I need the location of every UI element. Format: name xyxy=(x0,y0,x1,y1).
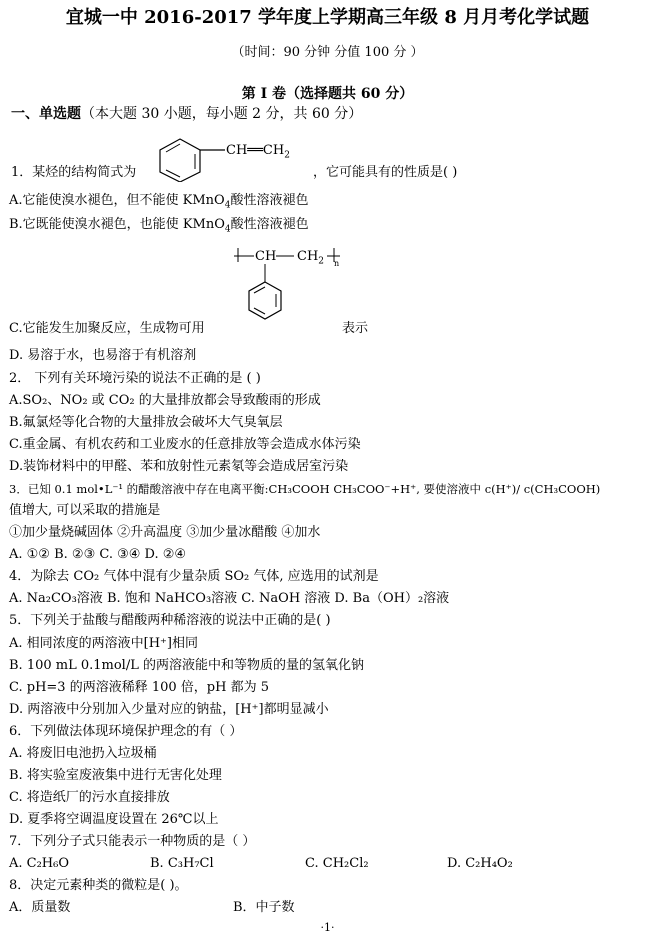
q3-choices: A. ①② B. ②③ C. ③④ D. ②④ xyxy=(9,547,187,562)
q1-option-b: B.它既能使溴水褪色，也能使 KMnO$_4$酸性溶液褪色 xyxy=(9,217,309,235)
volume-heading: 第 I 卷（选择题共 60 分） xyxy=(241,86,414,102)
exam-title: 宜城一中 2016-2017 学年度上学期高三年级 8 月月考化学试题 xyxy=(65,7,590,28)
q6-option-a: A. 将废旧电池扔入垃圾桶 xyxy=(9,746,157,761)
section-description: （本大题 30 小题，每小题 2 分，共 60 分） xyxy=(81,106,363,122)
q8-option-a: A．质量数 xyxy=(9,900,71,915)
q7-option-a: A. C₂H₆O xyxy=(9,856,70,871)
q7-option-c: C. CH₂Cl₂ xyxy=(305,856,369,871)
styrene-formula: $CH══CH_2$ xyxy=(226,143,290,161)
q2-option-b: B.氟氯烃等化合物的大量排放会破坏大气臭氧层 xyxy=(9,415,283,430)
q2-option-d: D.装饰材料中的甲醛、苯和放射性元素氡等会造成居室污染 xyxy=(9,459,349,474)
q2-option-a: A.SO₂、NO₂ 或 CO₂ 的大量排放都会导致酸雨的形成 xyxy=(9,393,321,408)
q3-stem: 3．已知 0.1 mol•L⁻¹ 的醋酸溶液中存在电离平衡:CH₃COOH CH₃COO⁻+H⁺, 要使溶液中 c(H⁺)/ c(CH₃COOH) xyxy=(9,482,601,496)
q6-option-b: B. 将实验室废液集中进行无害化处理 xyxy=(9,768,222,783)
q8-stem: 8．决定元素种类的微粒是( )。 xyxy=(9,878,188,893)
q7-option-b: B. C₃H₇Cl xyxy=(150,856,214,871)
q2-option-c: C.重金属、有机农药和工业废水的任意排放等会造成水体污染 xyxy=(9,437,361,452)
q5-stem: 5．下列关于盐酸与醋酸两种稀溶液的说法中正确的是( ) xyxy=(9,613,331,628)
polymer-n: n xyxy=(334,259,340,268)
q5-option-c: C. pH=3 的两溶液稀释 100 倍，pH 都为 5 xyxy=(9,680,269,695)
q6-stem: 6．下列做法体现环境保护理念的有（ ） xyxy=(9,724,243,739)
q5-option-b: B. 100 mL 0.1mol/L 的两溶液能中和等物质的量的氢氧化钠 xyxy=(9,658,364,673)
q7-stem: 7．下列分子式只能表示一种物质的是（ ） xyxy=(9,834,256,849)
q6-option-d: D. 夏季将空调温度设置在 26℃以上 xyxy=(9,812,219,827)
polymer-ch2: $CH_2$ xyxy=(297,249,325,267)
q8-option-b: B．中子数 xyxy=(233,900,295,915)
q1-option-d: D. 易溶于水，也易溶于有机溶剂 xyxy=(9,348,197,363)
q4-choices: A. Na₂CO₃溶液 B. 饱和 NaHCO₃溶液 C. NaOH 溶液 D. Ba（OH）₂溶液 xyxy=(9,591,450,606)
section-heading xyxy=(11,106,362,122)
q7-option-d: D. C₂H₄O₂ xyxy=(447,856,513,871)
polystyrene-structure xyxy=(232,240,352,332)
page-number: ·1· xyxy=(320,921,335,934)
q1-option-a: A.它能使溴水褪色，但不能使 KMnO$_4$酸性溶液褪色 xyxy=(9,193,309,211)
q5-option-d: D. 两溶液中分别加入少量对应的钠盐，[H⁺]都明显减小 xyxy=(9,702,329,717)
q3-stem-2: 值增大, 可以采取的措施是 xyxy=(9,503,161,518)
section-title: 一、单选题 xyxy=(11,106,81,122)
q1-stem-start: 1．某烃的结构简式为 xyxy=(11,165,137,180)
q1-option-c-tail: 表示 xyxy=(342,321,369,336)
q6-option-c: C. 将造纸厂的污水直接排放 xyxy=(9,790,170,805)
q1-option-c: C.它能发生加聚反应，生成物可用 xyxy=(9,321,205,336)
polymer-ch: CH xyxy=(255,249,277,264)
exam-subtitle: （时间：90 分钟 分值 100 分 ） xyxy=(231,45,424,60)
q1-stem-end: ，它可能具有的性质是( ) xyxy=(313,165,458,180)
q5-option-a: A. 相同浓度的两溶液中[H⁺]相同 xyxy=(9,636,198,651)
q2-stem: 2． 下列有关环境污染的说法不正确的是 ( ) xyxy=(9,371,261,386)
q4-stem: 4．为除去 CO₂ 气体中混有少量杂质 SO₂ 气体, 应选用的试剂是 xyxy=(9,569,379,584)
q3-measures: ①加少量烧碱固体 ②升高温度 ③加少量冰醋酸 ④加水 xyxy=(9,525,321,540)
